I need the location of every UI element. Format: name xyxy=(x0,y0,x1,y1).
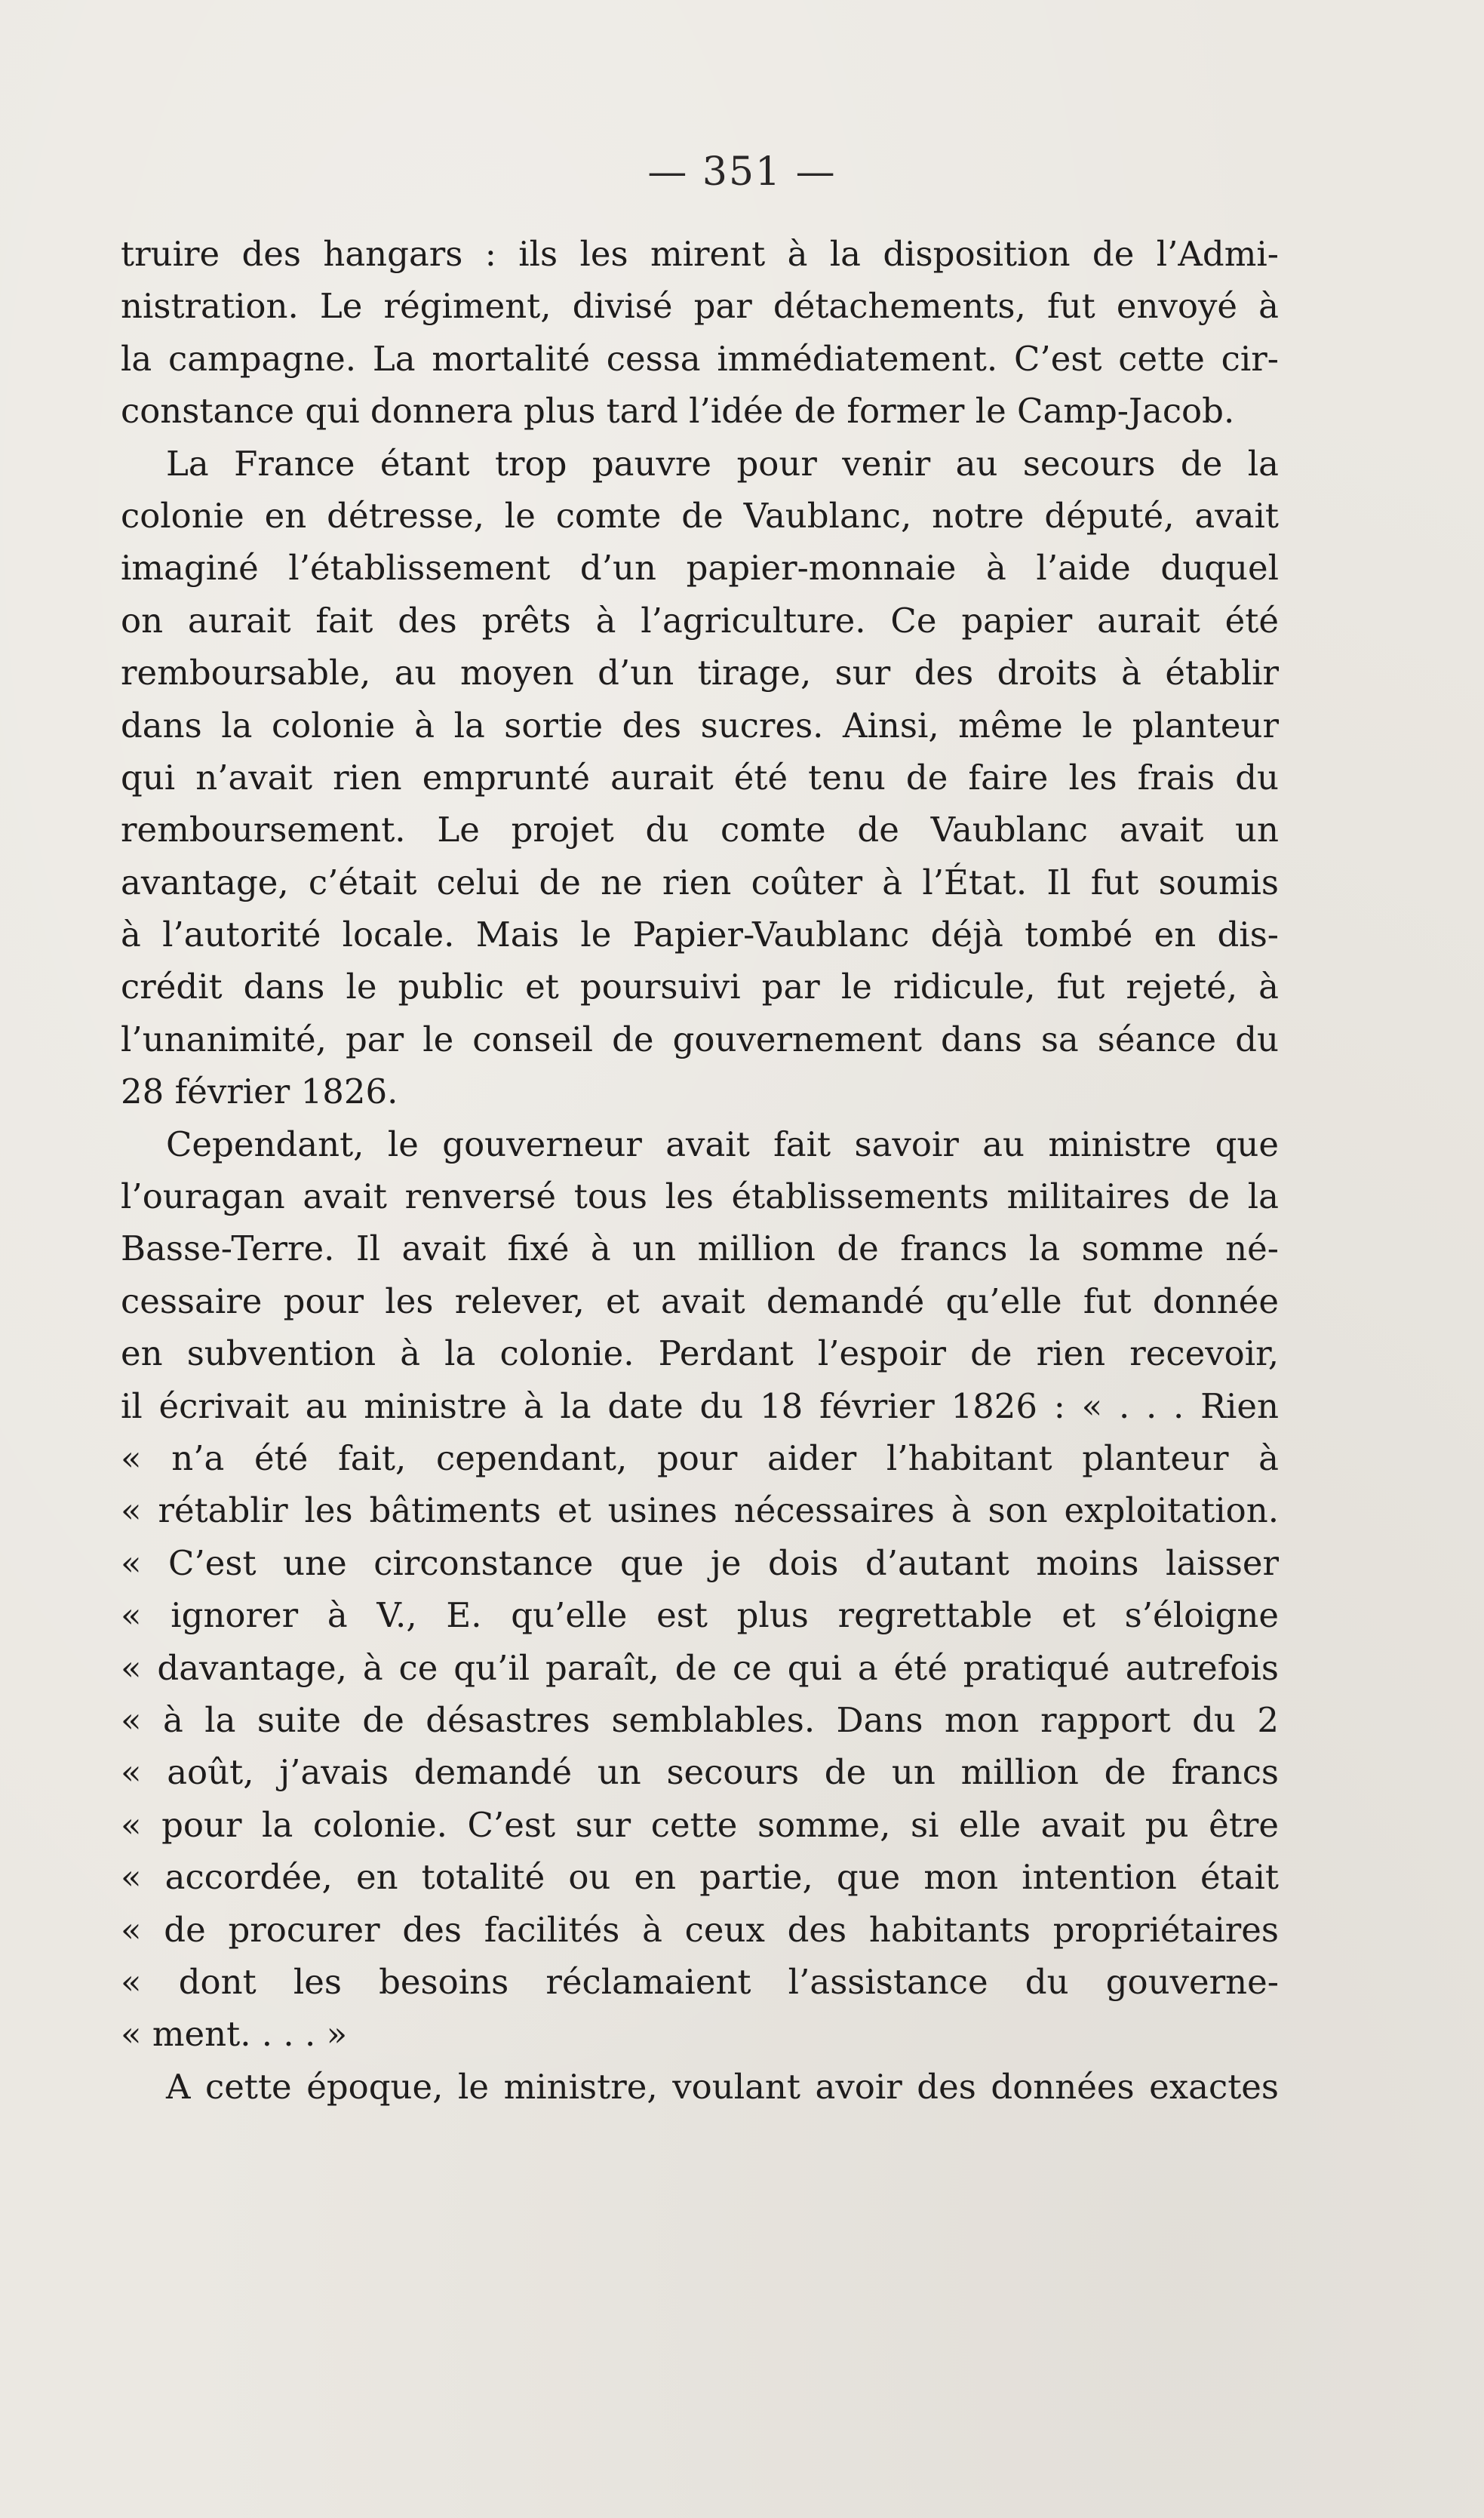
text-line: cessaire pour les relever, et avait demandé qu’elle fut donnée xyxy=(121,1281,1279,1321)
text-line: truire des hangars : ils les mirent à la disposition de l’Admi- xyxy=(121,234,1279,274)
text-line: « à la suite de désastres semblables. Dans mon rapport du 2 xyxy=(121,1699,1279,1740)
text-line: qui n’avait rien emprunté aurait été tenu de faire les frais du xyxy=(121,757,1279,798)
text-line: « davantage, à ce qu’il paraît, de ce qui a été pratiqué autrefois xyxy=(121,1647,1279,1688)
text-line: remboursable, au moyen d’un tirage, sur des droits à établir xyxy=(121,653,1279,693)
text-line: imaginé l’établissement d’un papier-monnaie à l’aide duquel xyxy=(121,548,1279,589)
text-line: « n’a été fait, cependant, pour aider l’habitant planteur à xyxy=(121,1437,1279,1478)
text-line: il écrivait au ministre à la date du 18 février 1826 : « . . . Rien xyxy=(121,1385,1279,1426)
text-line: avantage, c’était celui de ne rien coûter à l’État. Il fut soumis xyxy=(121,862,1279,902)
text-line: on aurait fait des prêts à l’agriculture. Ce papier aurait été xyxy=(121,600,1279,641)
text-line: « accordée, en totalité ou en partie, que mon intention était xyxy=(121,1857,1279,1898)
page-number: — 351 — xyxy=(647,149,837,195)
text-line: la campagne. La mortalité cessa immédiatement. C’est cette cir- xyxy=(121,338,1279,379)
text-line: La France étant trop pauvre pour venir au secours de la xyxy=(166,443,1279,484)
text-line: Cependant, le gouverneur avait fait savoir au ministre que xyxy=(166,1124,1279,1164)
text-line: colonie en détresse, le comte de Vaublanc, notre député, avait xyxy=(121,495,1279,536)
text-line: crédit dans le public et poursuivi par le ridicule, fut rejeté, à xyxy=(121,967,1279,1007)
text-line: « pour la colonie. C’est sur cette somme, si elle avait pu être xyxy=(121,1804,1279,1845)
text-line: « ignorer à V., E. qu’elle est plus regrettable et s’éloigne xyxy=(121,1595,1279,1636)
text-line: l’ouragan avait renversé tous les établissements militaires de la xyxy=(121,1176,1279,1217)
text-line: nistration. Le régiment, divisé par détachements, fut envoyé à xyxy=(121,286,1279,327)
text-line: l’unanimité, par le conseil de gouvernement dans sa séance du xyxy=(121,1019,1279,1059)
text-line: « août, j’avais demandé un secours de un million de francs xyxy=(121,1752,1279,1793)
text-line: à l’autorité locale. Mais le Papier-Vaublanc déjà tombé en dis- xyxy=(121,915,1279,955)
text-line: en subvention à la colonie. Perdant l’espoir de rien recevoir, xyxy=(121,1333,1279,1374)
text-line: 28 février 1826. xyxy=(121,1071,398,1112)
body-text xyxy=(121,228,1279,2113)
text-line: remboursement. Le projet du comte de Vaublanc avait un xyxy=(121,810,1279,850)
text-line: « de procurer des facilités à ceux des habitants propriétaires xyxy=(121,1909,1279,1950)
text-line: « rétablir les bâtiments et usines nécessaires à son exploitation. xyxy=(121,1490,1279,1531)
text-line: dans la colonie à la sortie des sucres. Ainsi, même le planteur xyxy=(121,705,1279,746)
text-line: Basse-Terre. Il avait fixé à un million de francs la somme né- xyxy=(121,1228,1279,1269)
text-line: « dont les besoins réclamaient l’assistance du gouverne- xyxy=(121,1961,1279,2002)
text-line: « C’est une circonstance que je dois d’autant moins laisser xyxy=(121,1542,1279,1583)
text-line: « ment. . . . » xyxy=(121,2014,348,2055)
text-line: A cette époque, le ministre, voulant avoir des données exactes xyxy=(166,2066,1279,2107)
text-line: constance qui donnera plus tard l’idée de former le Camp-Jacob. xyxy=(121,391,1235,432)
